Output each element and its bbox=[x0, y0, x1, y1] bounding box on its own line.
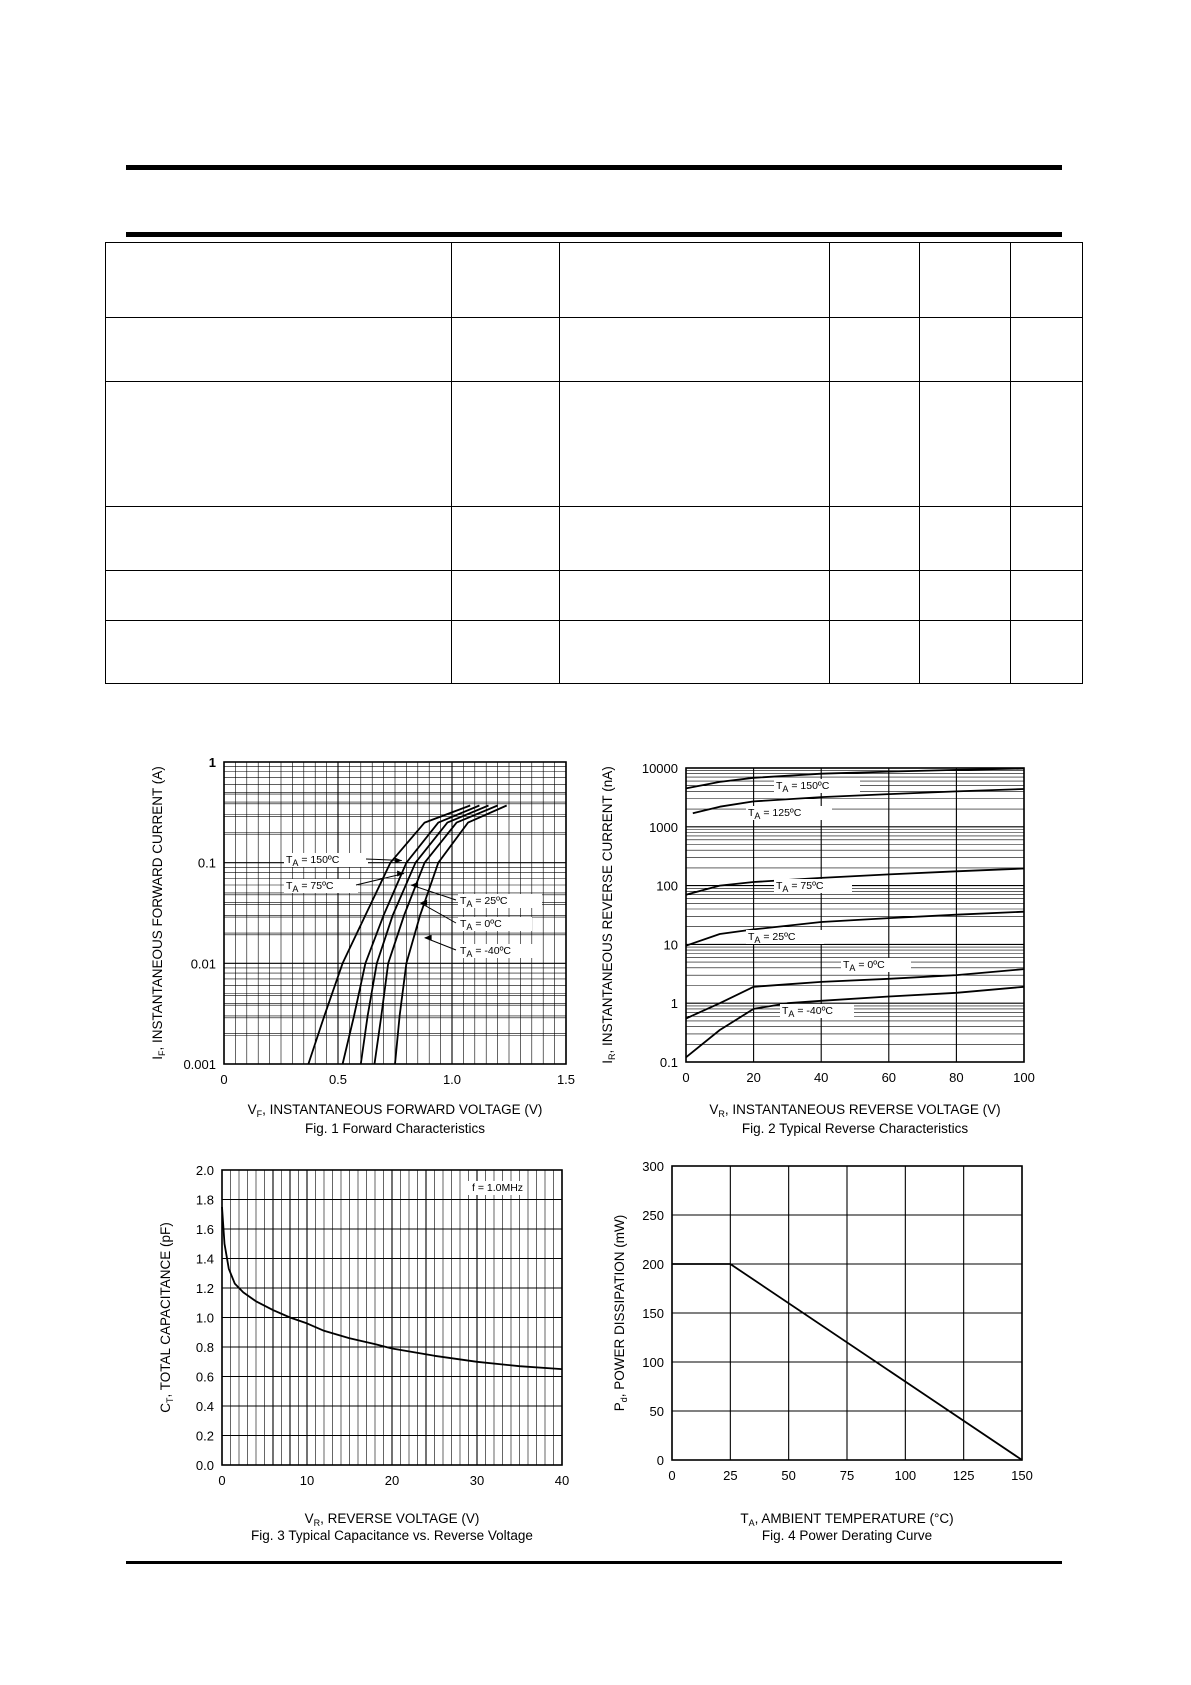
label-main: V bbox=[247, 1102, 257, 1117]
arrow-head-icon bbox=[425, 935, 432, 941]
chart-grid bbox=[672, 1166, 1022, 1460]
label-subscript: R bbox=[718, 1109, 725, 1119]
table-row bbox=[106, 571, 1083, 621]
table-cell bbox=[830, 621, 920, 684]
table-cell bbox=[560, 621, 830, 684]
y-tick-label: 0.8 bbox=[195, 1340, 214, 1355]
label-main: I bbox=[600, 1060, 615, 1064]
plot-frame bbox=[686, 768, 1024, 1062]
label-rest: = 125ºC bbox=[760, 807, 802, 819]
y-tick-label: 0.001 bbox=[183, 1057, 216, 1072]
label-main: V bbox=[304, 1511, 314, 1526]
x-tick-label: 30 bbox=[469, 1473, 485, 1488]
label-main: V bbox=[709, 1102, 719, 1117]
table-cell bbox=[106, 571, 452, 621]
y-axis-label bbox=[600, 766, 617, 1064]
x-tick-label: 100 bbox=[1013, 1070, 1035, 1085]
table-cell bbox=[1011, 243, 1083, 318]
label-rest: = 0ºC bbox=[855, 959, 885, 971]
series-label-leader bbox=[420, 903, 456, 923]
y-tick-label: 10 bbox=[663, 937, 678, 953]
label-subscript: T bbox=[165, 1397, 175, 1404]
label-subscript: A bbox=[466, 899, 473, 909]
label-subscript: A bbox=[466, 949, 473, 959]
x-tick-label: 40 bbox=[813, 1070, 829, 1085]
table-cell bbox=[560, 243, 830, 318]
y-tick-label: 0.2 bbox=[195, 1428, 214, 1444]
label-subscript: A bbox=[292, 884, 299, 894]
chart-reverse-characteristics bbox=[596, 752, 1046, 1147]
x-tick-label: 0 bbox=[220, 1072, 228, 1087]
label-subscript: A bbox=[754, 935, 761, 945]
table-cell bbox=[1011, 571, 1083, 621]
label-main: T bbox=[843, 959, 850, 971]
table-cell bbox=[830, 507, 920, 571]
x-tick-label: 125 bbox=[952, 1468, 975, 1483]
table-cell bbox=[830, 571, 920, 621]
label-rest: = -40ºC bbox=[472, 945, 511, 957]
label-subscript: d bbox=[619, 1397, 629, 1403]
x-tick-label: 10 bbox=[299, 1473, 315, 1488]
x-tick-label: 0 bbox=[668, 1468, 676, 1483]
table-cell bbox=[1011, 382, 1083, 507]
x-tick-label: 60 bbox=[881, 1070, 897, 1085]
label-subscript: A bbox=[782, 784, 789, 794]
chart-forward-characteristics bbox=[140, 752, 590, 1147]
table-cell bbox=[452, 571, 560, 621]
label-rest: = 25ºC bbox=[760, 931, 796, 943]
label-main: I bbox=[150, 1056, 165, 1060]
label-rest: , INSTANTANEOUS FORWARD VOLTAGE (V) bbox=[262, 1102, 543, 1117]
y-tick-label: 10000 bbox=[641, 761, 678, 776]
characteristics-table bbox=[105, 242, 1083, 684]
x-tick-label: 75 bbox=[839, 1468, 855, 1483]
table-row bbox=[106, 318, 1083, 382]
x-tick-label: 20 bbox=[384, 1473, 400, 1488]
label-main: T bbox=[460, 945, 467, 957]
label-rest: = 150ºC bbox=[788, 780, 830, 792]
table-cell bbox=[1011, 318, 1083, 382]
y-tick-label: 0 bbox=[656, 1453, 664, 1468]
y-tick-label: 0.1 bbox=[659, 1055, 678, 1070]
label-subscript: A bbox=[754, 811, 761, 821]
y-tick-label: 1000 bbox=[649, 819, 678, 835]
table-cell bbox=[560, 571, 830, 621]
table-cell bbox=[920, 318, 1011, 382]
x-tick-label: 40 bbox=[554, 1473, 570, 1488]
label-rest: , AMBIENT TEMPERATURE (°C) bbox=[754, 1511, 954, 1526]
y-tick-label: 0.0 bbox=[195, 1458, 214, 1473]
table-cell bbox=[920, 571, 1011, 621]
label-main: C bbox=[158, 1403, 173, 1413]
table-cell bbox=[452, 507, 560, 571]
figure-caption: Fig. 3 Typical Capacitance vs. Reverse Voltage bbox=[251, 1528, 533, 1543]
y-tick-label: 50 bbox=[649, 1404, 664, 1419]
label-rest: = -40ºC bbox=[794, 1005, 833, 1017]
label-main: T bbox=[286, 880, 293, 892]
chart-annotation: f = 1.0MHz bbox=[472, 1182, 524, 1194]
label-subscript: F bbox=[157, 1050, 167, 1056]
label-rest: , REVERSE VOLTAGE (V) bbox=[320, 1511, 480, 1526]
table-cell bbox=[830, 318, 920, 382]
y-tick-label: 0.6 bbox=[195, 1369, 214, 1385]
chart-grid bbox=[686, 768, 1024, 1062]
x-tick-label: 1.0 bbox=[442, 1072, 462, 1087]
table-cell bbox=[1011, 507, 1083, 571]
chart-power-derating bbox=[610, 1160, 1050, 1550]
table-cell bbox=[106, 382, 452, 507]
series-label bbox=[460, 918, 502, 932]
y-axis-label bbox=[158, 1222, 175, 1413]
x-tick-label: 100 bbox=[894, 1468, 917, 1483]
label-rest: = 150ºC bbox=[298, 854, 340, 866]
label-rest: , TOTAL CAPACITANCE (pF) bbox=[158, 1222, 173, 1398]
table-cell bbox=[452, 621, 560, 684]
label-subscript: R bbox=[313, 1518, 321, 1528]
series-line bbox=[686, 912, 1024, 946]
footer-rule bbox=[126, 1561, 1062, 1564]
label-subscript: A bbox=[748, 1518, 755, 1528]
table-cell bbox=[106, 507, 452, 571]
table-cell bbox=[920, 382, 1011, 507]
series-label bbox=[843, 959, 885, 973]
label-subscript: A bbox=[292, 858, 299, 868]
series-line bbox=[686, 987, 1024, 1058]
y-tick-label: 1 bbox=[670, 996, 678, 1012]
x-tick-label: 150 bbox=[1011, 1468, 1033, 1483]
table-cell bbox=[830, 243, 920, 318]
y-tick-label: 100 bbox=[642, 1355, 664, 1370]
x-tick-label: 0 bbox=[682, 1070, 690, 1085]
label-rest: , INSTANTANEOUS REVERSE VOLTAGE (V) bbox=[724, 1102, 1001, 1117]
table-cell bbox=[1011, 621, 1083, 684]
y-tick-label: 300 bbox=[642, 1159, 664, 1174]
label-rest: = 75ºC bbox=[298, 880, 334, 892]
y-tick-label: 0.1 bbox=[197, 855, 216, 871]
x-tick-label: 0 bbox=[218, 1473, 226, 1488]
table-cell bbox=[920, 621, 1011, 684]
table-cell bbox=[452, 243, 560, 318]
y-tick-label: 150 bbox=[642, 1306, 664, 1321]
label-subscript: A bbox=[788, 1009, 795, 1019]
y-tick-label: 1 bbox=[208, 755, 216, 770]
y-tick-label: 0.01 bbox=[190, 956, 216, 972]
table-cell bbox=[920, 507, 1011, 571]
header-rule-bottom bbox=[126, 232, 1062, 237]
x-axis-label bbox=[305, 1511, 480, 1528]
table-row bbox=[106, 243, 1083, 318]
y-tick-label: 1.2 bbox=[195, 1281, 214, 1296]
label-main: T bbox=[782, 1005, 789, 1017]
chart-grid bbox=[224, 762, 566, 1064]
x-tick-label: 80 bbox=[949, 1070, 964, 1085]
table-cell bbox=[920, 243, 1011, 318]
chart-capacitance-vs-voltage bbox=[150, 1160, 590, 1550]
y-tick-label: 2.0 bbox=[195, 1163, 214, 1178]
label-subscript: A bbox=[782, 884, 789, 894]
label-main: T bbox=[776, 880, 783, 892]
label-rest: = 75ºC bbox=[788, 880, 824, 892]
table-cell bbox=[560, 318, 830, 382]
label-main: T bbox=[748, 931, 755, 943]
y-tick-label: 1.4 bbox=[195, 1251, 214, 1267]
figure-caption: Fig. 1 Forward Characteristics bbox=[304, 1121, 486, 1136]
x-axis-label bbox=[709, 1102, 1000, 1119]
label-rest: , INSTANTANEOUS FORWARD CURRENT (A) bbox=[150, 766, 165, 1051]
y-tick-label: 1.8 bbox=[195, 1192, 214, 1208]
figure-caption: Fig. 4 Power Derating Curve bbox=[761, 1528, 933, 1543]
series-line bbox=[686, 969, 1024, 1018]
table-cell bbox=[106, 621, 452, 684]
table-cell bbox=[106, 243, 452, 318]
label-main: T bbox=[740, 1511, 749, 1526]
table-cell bbox=[830, 382, 920, 507]
label-subscript: A bbox=[849, 963, 856, 973]
y-axis-label bbox=[150, 766, 167, 1060]
x-tick-label: 1.5 bbox=[556, 1072, 576, 1087]
x-tick-label: 0.5 bbox=[328, 1072, 348, 1087]
y-tick-label: 100 bbox=[656, 878, 678, 894]
y-tick-label: 250 bbox=[642, 1208, 664, 1223]
label-rest: , POWER DISSIPATION (mW) bbox=[612, 1214, 627, 1398]
label-main: T bbox=[460, 918, 467, 930]
x-tick-label: 25 bbox=[723, 1468, 738, 1483]
table-cell bbox=[560, 507, 830, 571]
table-cell bbox=[560, 382, 830, 507]
x-axis-label bbox=[740, 1511, 953, 1528]
header-rule-top bbox=[126, 165, 1062, 170]
x-tick-label: 20 bbox=[746, 1070, 761, 1085]
table-cell bbox=[106, 318, 452, 382]
label-subscript: R bbox=[607, 1053, 617, 1061]
y-tick-label: 200 bbox=[642, 1257, 664, 1272]
label-main: P bbox=[612, 1402, 627, 1412]
y-tick-label: 1.0 bbox=[195, 1310, 214, 1326]
series-line bbox=[686, 869, 1024, 895]
table-row bbox=[106, 621, 1083, 684]
figure-caption: Fig. 2 Typical Reverse Characteristics bbox=[741, 1121, 969, 1136]
y-axis-label bbox=[612, 1215, 629, 1412]
label-rest: = 0ºC bbox=[472, 918, 502, 930]
table-cell bbox=[452, 382, 560, 507]
label-rest: = 25ºC bbox=[472, 895, 508, 907]
label-rest: , INSTANTANEOUS REVERSE CURRENT (nA) bbox=[600, 766, 615, 1054]
y-tick-label: 1.6 bbox=[195, 1222, 214, 1237]
x-tick-label: 50 bbox=[781, 1468, 796, 1483]
table-row bbox=[106, 382, 1083, 507]
table-row bbox=[106, 507, 1083, 571]
y-tick-label: 0.4 bbox=[195, 1399, 214, 1414]
label-main: T bbox=[776, 780, 783, 792]
label-main: T bbox=[460, 895, 467, 907]
chart-grid bbox=[222, 1170, 562, 1465]
label-subscript: A bbox=[466, 922, 473, 932]
label-main: T bbox=[286, 854, 293, 866]
label-subscript: F bbox=[256, 1109, 263, 1119]
table-cell bbox=[452, 318, 560, 382]
x-axis-label bbox=[248, 1102, 543, 1119]
label-main: T bbox=[748, 807, 755, 819]
